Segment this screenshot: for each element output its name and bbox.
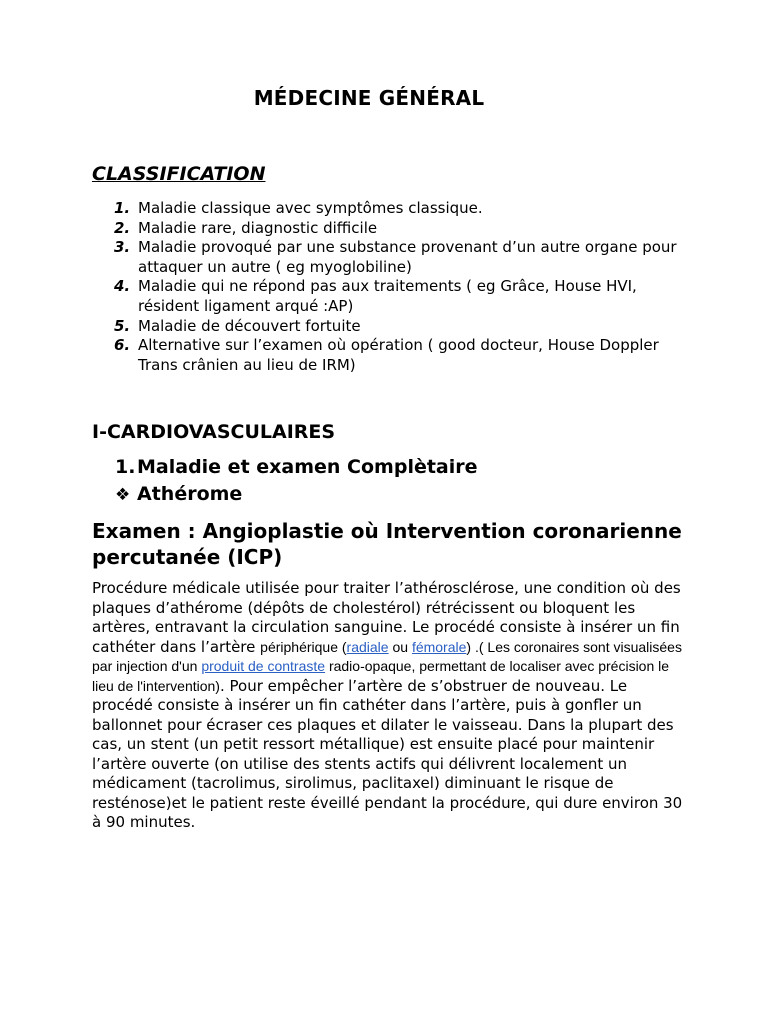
list-item [92,317,692,337]
list-text: Maladie classique avec symptômes classique. [138,199,483,217]
paragraph-text: ou [388,638,412,655]
link-femorale[interactable]: fémorale [411,638,467,655]
list-number: 1. [114,199,131,217]
list-item [92,336,692,375]
list-text: Maladie de découvert fortuite [138,316,361,335]
list-number: 5. [114,316,131,335]
list-number: 4. [114,277,131,296]
list-number: 6. [114,336,131,355]
list-number: 2. [114,218,131,237]
document-title: MÉDECINE GÉNÉRAL [253,86,485,110]
paragraph-text: Procédure médicale utilisée pour traiter l’athérosclérose, une condition où des plaques d’athérome (dépôts de cholestérol) rétrécissent ou bloquent les artères, entravant la circulation sanguine. Le procédé consiste à insérer un fin cathéter dans l’artère [92,579,681,656]
classification-heading: CLASSIFICATION [92,163,266,185]
paragraph-text: ( Les coronaires sont visualisées par injection d'un [92,638,682,674]
list-text: Maladie provoqué par une substance provenant d’un autre organe pour attaquer un autre ( eg myoglobiline) [138,238,677,276]
list-item [92,219,692,239]
list-item [92,277,692,316]
subsection-number: 1. [115,456,136,478]
body-paragraph [92,579,692,833]
link-radiale[interactable]: radiale [346,638,389,655]
diamond-bullet-icon: ❖ [115,485,131,505]
list-text: Maladie rare, diagnostic difficile [138,218,378,237]
bullet-heading [115,483,242,505]
paragraph-text: périphérique ( [260,638,347,655]
list-number: 3. [114,238,131,257]
subsection-title: Maladie et examen Complètaire [137,456,478,478]
classification-list [92,199,692,375]
paragraph-text: radio-opaque, permettant de localiser avec précision le lieu de l'intervention) [92,658,670,694]
list-item [92,238,692,277]
paragraph-text: ) . [466,638,479,655]
list-item [92,199,692,219]
exam-heading: Examen : Angioplastie où Intervention coronarienne percutanée (ICP) [92,519,682,569]
list-text: Alternative sur l’examen où opération ( good docteur, House Doppler Trans crânien au lieu de IRM) [138,336,659,374]
link-produit-de-contraste[interactable]: produit de contraste [201,658,326,674]
paragraph-text: . Pour empêcher l’artère de s’obstruer de nouveau. Le procédé consiste à insérer un fin cathéter dans l’artère, puis à gonfler un ballonnet pour écraser ces plaques et dilater le vaisseau. Dans la plupart des cas, un stent (un petit ressort métallique) est ensuite placé pour maintenir l’artère ouverte (on utilise des stents actifs qui délivrent localement un médicament (tacrolimus, sirolimus, paclitaxel) diminuant le risque de resténose)et le patient reste éveillé pendant la procédure, qui dure environ 30 à 90 minutes. [92,676,683,831]
subsection-heading [115,456,478,478]
section-heading: I-CARDIOVASCULAIRES [92,421,336,443]
bullet-heading-text: Athérome [137,483,243,505]
list-text: Maladie qui ne répond pas aux traitements ( eg Grâce, House HVI, résident ligament arqué :AP) [138,277,637,315]
